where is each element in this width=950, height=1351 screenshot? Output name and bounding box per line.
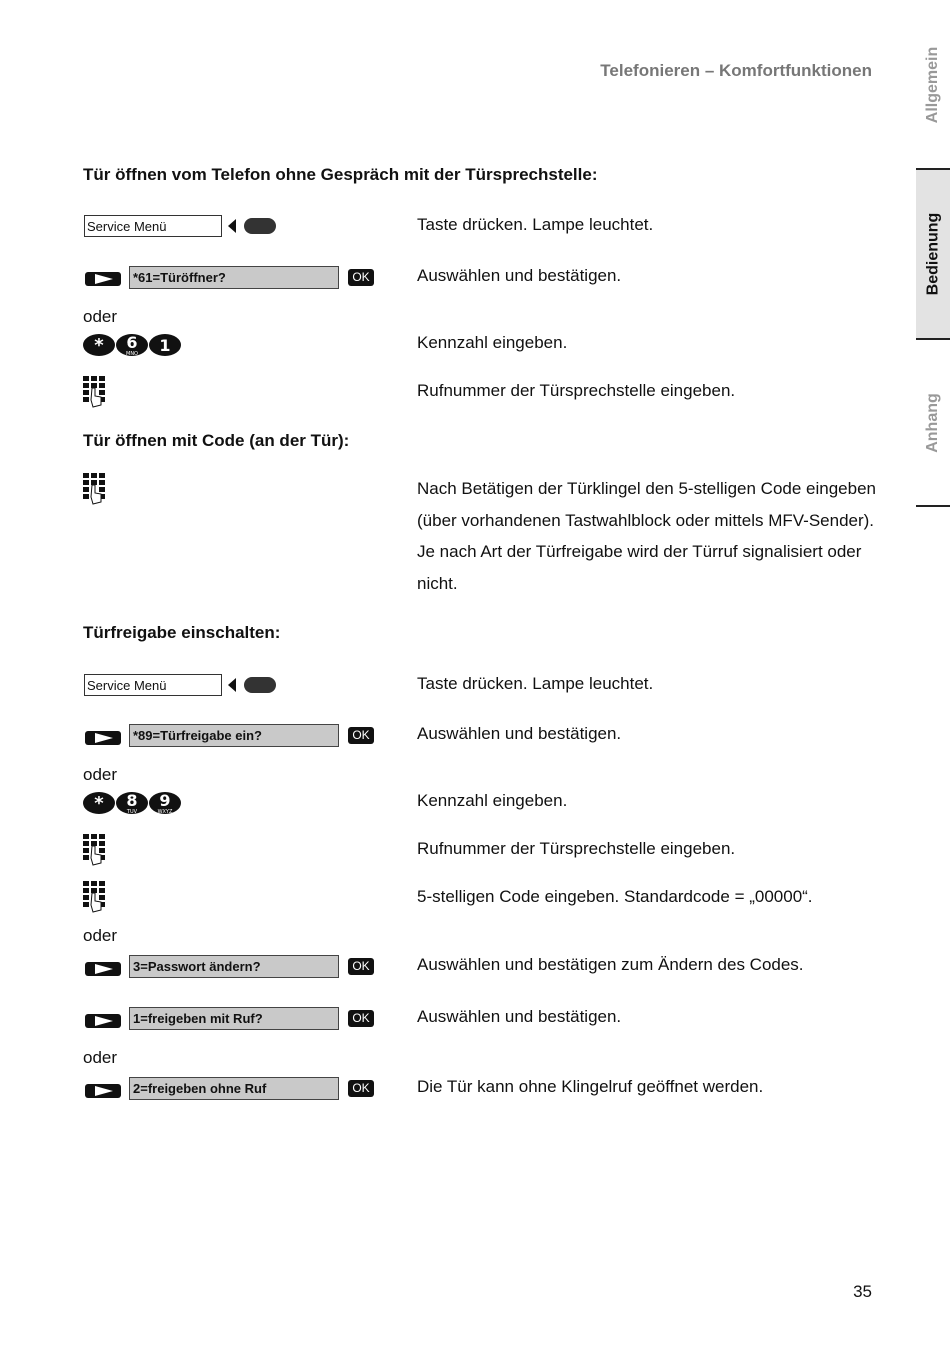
step-text: Rufnummer der Türsprechstelle eingeben. (417, 381, 736, 400)
scroll-arrow-icon (85, 729, 121, 747)
step-text: Taste drücken. Lampe leuchtet. (417, 215, 654, 234)
page-header: Telefonieren – Komfortfunktionen (600, 61, 872, 80)
key-6-label: 6 (126, 333, 138, 352)
scroll-arrow-icon (85, 960, 121, 978)
service-menu-label: Service Menü (84, 674, 222, 696)
key-9-letters: WXYZ (157, 809, 173, 815)
keypad-hand-icon (83, 376, 107, 408)
step-text: Taste drücken. Lampe leuchtet. (417, 674, 654, 693)
section-heading: Tür öffnen vom Telefon ohne Gespräch mit der Türsprechstelle: (83, 165, 598, 184)
step-text: Auswählen und bestätigen zum Ändern des Codes. (417, 955, 804, 974)
display-line: *89=Türfreigabe ein? (129, 724, 339, 747)
tab-allgemein-label: Allgemein (924, 46, 941, 124)
step-text: Auswählen und bestätigen. (417, 1007, 622, 1026)
keypad-hand-icon (83, 834, 107, 866)
display-line: 1=freigeben mit Ruf? (129, 1007, 339, 1030)
description-line: Nach Betätigen der Türklingel den 5-stelligen Code eingeben (417, 479, 876, 498)
keypad-hand-icon (83, 473, 107, 505)
ok-key-icon: OK (348, 958, 374, 975)
ok-key-icon: OK (348, 1080, 374, 1097)
section-heading: Tür öffnen mit Code (an der Tür): (83, 431, 350, 450)
oder-label: oder (83, 307, 118, 326)
service-key-icon (228, 217, 276, 235)
tab-bedienung-label: Bedienung (924, 212, 942, 296)
key-star-label: * (94, 793, 104, 814)
key-8-letters: TUV (126, 809, 138, 815)
key-8-label: 8 (126, 791, 138, 810)
step-text: Rufnummer der Türsprechstelle eingeben. (417, 839, 736, 858)
step-text: 5-stelligen Code eingeben. Standardcode = „00000“. (417, 887, 813, 906)
code-description (417, 473, 877, 599)
display-line: *61=Türöffner? (129, 266, 339, 289)
display-line: 3=Passwort ändern? (129, 955, 339, 978)
section-heading: Türfreigabe einschalten: (83, 623, 281, 642)
description-line: Je nach Art der Türfreigabe wird der Türruf signalisiert oder (417, 542, 862, 561)
description-line: nicht. (417, 573, 458, 593)
tab-bedienung[interactable] (916, 170, 950, 338)
step-text: Kennzahl eingeben. (417, 333, 568, 352)
tab-anhang[interactable] (916, 340, 950, 505)
ok-key-icon: OK (348, 1010, 374, 1027)
step-text: Kennzahl eingeben. (417, 791, 568, 810)
key-1-label: 1 (159, 336, 171, 355)
scroll-arrow-icon (85, 270, 121, 288)
tab-divider (916, 505, 950, 507)
service-key-icon (228, 676, 276, 694)
oder-label: oder (83, 1048, 118, 1067)
scroll-arrow-icon (85, 1012, 121, 1030)
keypad-keys-icon (83, 791, 183, 815)
keypad-hand-icon (83, 881, 107, 913)
description-line: (über vorhandenen Tastwahlblock oder mittels MFV-Sender). (417, 510, 875, 530)
oder-label: oder (83, 926, 118, 945)
ok-key-icon: OK (348, 269, 374, 286)
key-star-label: * (94, 335, 104, 356)
ok-key-icon: OK (348, 727, 374, 744)
tab-anhang-label: Anhang (924, 392, 942, 453)
keypad-keys-icon (83, 333, 183, 357)
step-text: Auswählen und bestätigen. (417, 724, 622, 743)
display-line: 2=freigeben ohne Ruf (129, 1077, 339, 1100)
tab-allgemein[interactable] (916, 40, 950, 130)
key-9-label: 9 (159, 791, 171, 810)
step-text: Auswählen und bestätigen. (417, 266, 622, 285)
step-text: Die Tür kann ohne Klingelruf geöffnet werden. (417, 1077, 764, 1096)
scroll-arrow-icon (85, 1082, 121, 1100)
oder-label: oder (83, 765, 118, 784)
service-menu-label: Service Menü (84, 215, 222, 237)
key-6-letters: MNO (126, 351, 138, 357)
page-number: 35 (853, 1282, 872, 1301)
